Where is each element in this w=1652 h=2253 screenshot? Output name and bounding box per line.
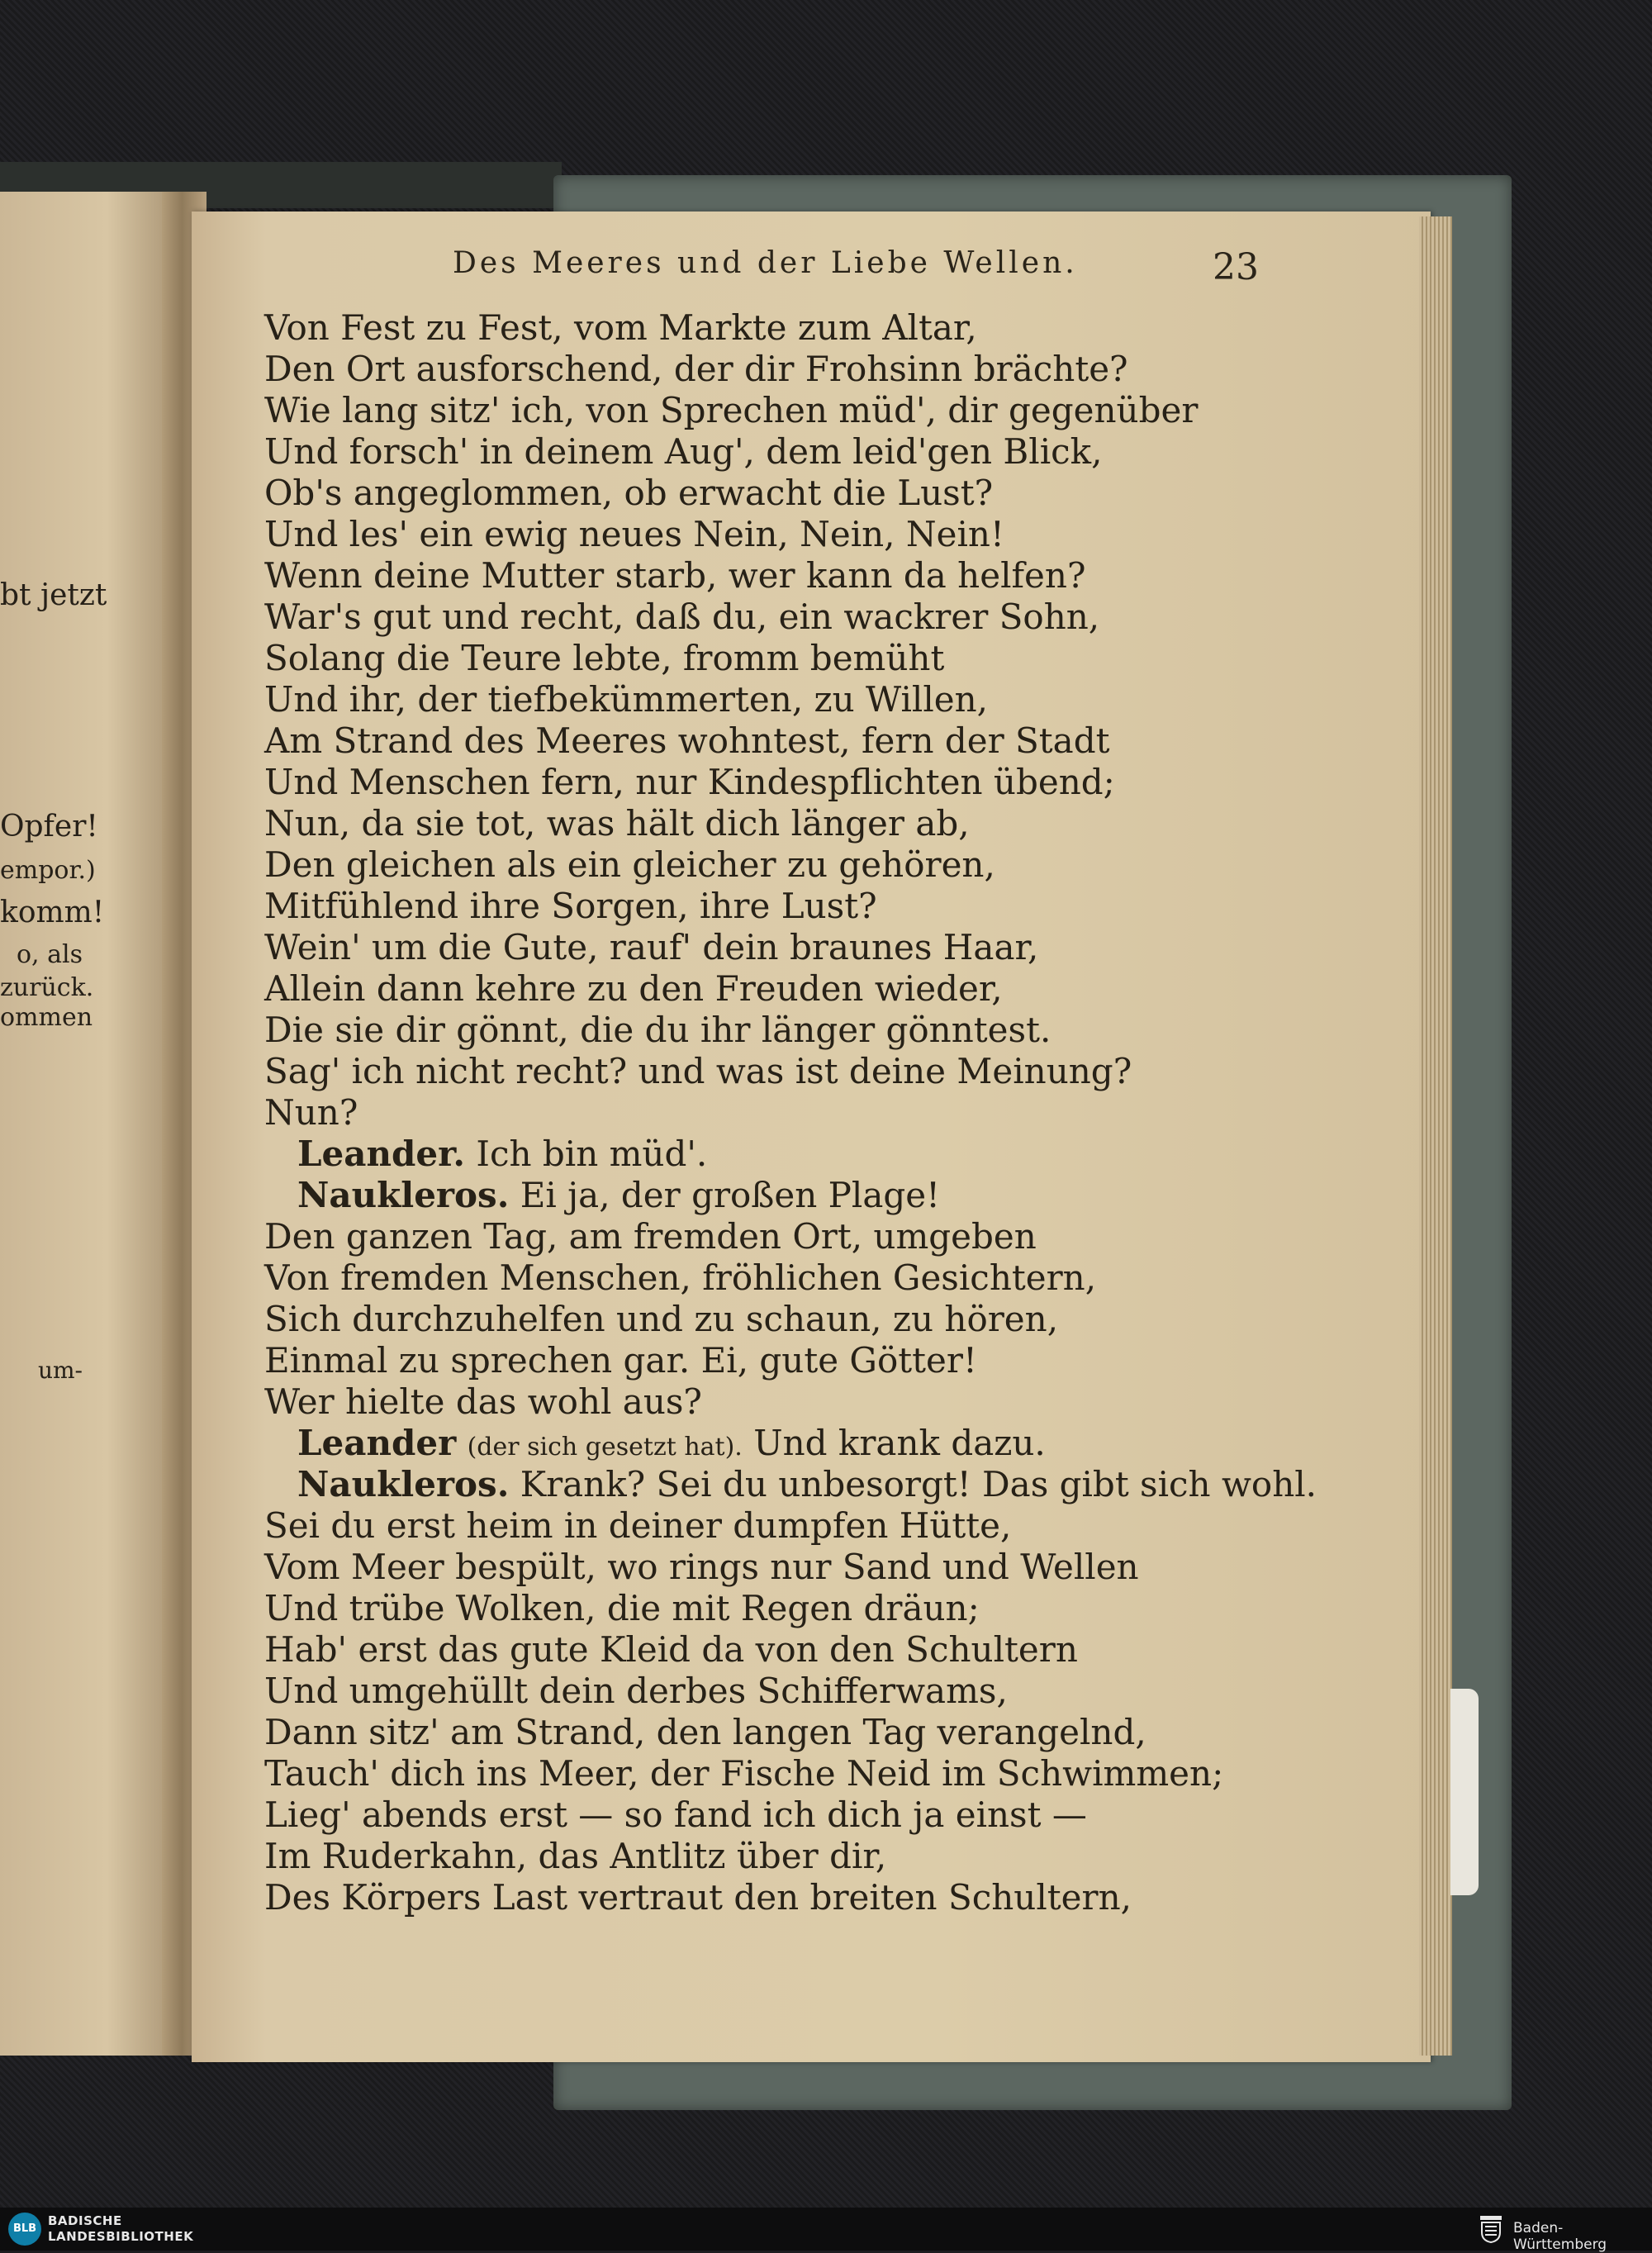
verse-line: Dann sitz' am Strand, den langen Tag verangelnd, bbox=[264, 1712, 1146, 1752]
speech-text: Und krank dazu. bbox=[753, 1423, 1046, 1463]
verse-line: Den Ort ausforschend, der dir Frohsinn brächte? bbox=[264, 349, 1128, 389]
verse-line: Im Ruderkahn, das Antlitz über dir, bbox=[264, 1836, 887, 1876]
verse-line: Und Menschen fern, nur Kindespflichten übend; bbox=[264, 762, 1115, 802]
verse-line: Und les' ein ewig neues Nein, Nein, Nein! bbox=[264, 514, 1004, 554]
verse-line: Allein dann kehre zu den Freuden wieder, bbox=[264, 968, 1003, 1009]
speech-line bbox=[264, 1464, 1317, 1505]
verse-line: Lieg' abends erst — so fand ich dich ja einst — bbox=[264, 1794, 1087, 1835]
left-page bbox=[0, 192, 178, 2056]
baden-wuerttemberg-crest-icon bbox=[1479, 2214, 1503, 2244]
left-page-fragment: komm! bbox=[0, 896, 105, 929]
footer-bar bbox=[0, 2208, 1652, 2251]
verse-line: Hab' erst das gute Kleid da von den Schultern bbox=[264, 1629, 1078, 1670]
verse-line: Von Fest zu Fest, vom Markte zum Altar, bbox=[264, 307, 977, 348]
verse-line: Wer hielte das wohl aus? bbox=[264, 1381, 702, 1422]
verse-line: Mitfühlend ihre Sorgen, ihre Lust? bbox=[264, 886, 877, 926]
left-page-fragment: empor.) bbox=[0, 856, 96, 885]
library-name-line: LANDESBIBLIOTHEK bbox=[48, 2229, 194, 2244]
speech-text: Ich bin müd'. bbox=[476, 1134, 708, 1174]
verse-text bbox=[264, 307, 1317, 1918]
verse-line: Wie lang sitz' ich, von Sprechen müd', dir gegenüber bbox=[264, 390, 1199, 430]
speech-line bbox=[264, 1134, 1280, 1175]
verse-line: Nun, da sie tot, was hält dich länger ab, bbox=[264, 803, 970, 844]
library-name-line: BADISCHE bbox=[48, 2213, 122, 2228]
verse-line: Den ganzen Tag, am fremden Ort, umgeben bbox=[264, 1216, 1037, 1257]
verse-line: Wein' um die Gute, rauf' dein braunes Haar, bbox=[264, 927, 1039, 967]
verse-line: Des Körpers Last vertraut den breiten Schultern, bbox=[264, 1877, 1132, 1918]
left-page-fragment: o, als bbox=[16, 940, 83, 969]
left-page-fragment: zurück. bbox=[0, 973, 94, 1002]
verse-line: Vom Meer bespült, wo rings nur Sand und Wellen bbox=[264, 1547, 1139, 1587]
speech-text: Ei ja, der großen Plage! bbox=[520, 1175, 940, 1215]
left-page-fragment: um- bbox=[37, 1357, 83, 1384]
library-name bbox=[48, 2213, 193, 2245]
speaker-name: Leander. bbox=[297, 1134, 465, 1174]
page-number: 23 bbox=[1213, 246, 1259, 288]
left-page-fragment: Opfer! bbox=[0, 810, 98, 844]
verse-line: Sei du erst heim in deiner dumpfen Hütte, bbox=[264, 1505, 1012, 1546]
verse-line: Die sie dir gönnt, die du ihr länger gönntest. bbox=[264, 1010, 1051, 1050]
verse-line: Den gleichen als ein gleicher zu gehören, bbox=[264, 844, 995, 885]
verse-line: Und forsch' in deinem Aug', dem leid'gen Blick, bbox=[264, 431, 1103, 472]
verse-line: Und umgehüllt dein derbes Schifferwams, bbox=[264, 1671, 1008, 1711]
speaker-name: Naukleros. bbox=[297, 1175, 510, 1215]
verse-line: Von fremden Menschen, fröhlichen Gesichtern, bbox=[264, 1257, 1097, 1298]
speaker-name: Naukleros. bbox=[297, 1464, 510, 1504]
verse-line: Und trübe Wolken, die mit Regen dräun; bbox=[264, 1588, 980, 1628]
verse-line: Und ihr, der tiefbekümmerten, zu Willen, bbox=[264, 679, 989, 720]
verse-line: Nun? bbox=[264, 1092, 358, 1133]
state-name: Baden-Württemberg bbox=[1513, 2220, 1607, 2253]
blb-logo-icon: BLB bbox=[8, 2213, 41, 2246]
running-head: Des Meeres und der Liebe Wellen. bbox=[453, 246, 1078, 280]
stage-direction: (der sich gesetzt hat). bbox=[467, 1433, 743, 1462]
verse-line: Wenn deine Mutter starb, wer kann da helfen? bbox=[264, 555, 1086, 596]
speech-line bbox=[264, 1423, 1280, 1464]
verse-line: Am Strand des Meeres wohntest, fern der Stadt bbox=[264, 720, 1110, 761]
speaker-name: Leander bbox=[297, 1423, 457, 1463]
verse-line: Sag' ich nicht recht? und was ist deine Meinung? bbox=[264, 1051, 1132, 1091]
speech-line bbox=[264, 1175, 1280, 1216]
verse-line: Ob's angeglommen, ob erwacht die Lust? bbox=[264, 473, 994, 513]
left-page-fragment: bt jetzt bbox=[0, 578, 107, 612]
paper-tab bbox=[1450, 1689, 1479, 1895]
speech-text: Krank? Sei du unbesorgt! Das gibt sich wohl. bbox=[520, 1464, 1317, 1504]
verse-line: Sich durchzuhelfen und zu schaun, zu hören, bbox=[264, 1299, 1059, 1339]
page-edges bbox=[1419, 216, 1452, 2056]
left-page-fragment: ommen bbox=[0, 1003, 93, 1032]
verse-line: Solang die Teure lebte, fromm bemüht bbox=[264, 638, 945, 678]
verse-line: Einmal zu sprechen gar. Ei, gute Götter! bbox=[264, 1340, 977, 1381]
verse-line: Tauch' dich ins Meer, der Fische Neid im Schwimmen; bbox=[264, 1753, 1224, 1794]
verse-line: War's gut und recht, daß du, ein wackrer Sohn, bbox=[264, 597, 1100, 637]
